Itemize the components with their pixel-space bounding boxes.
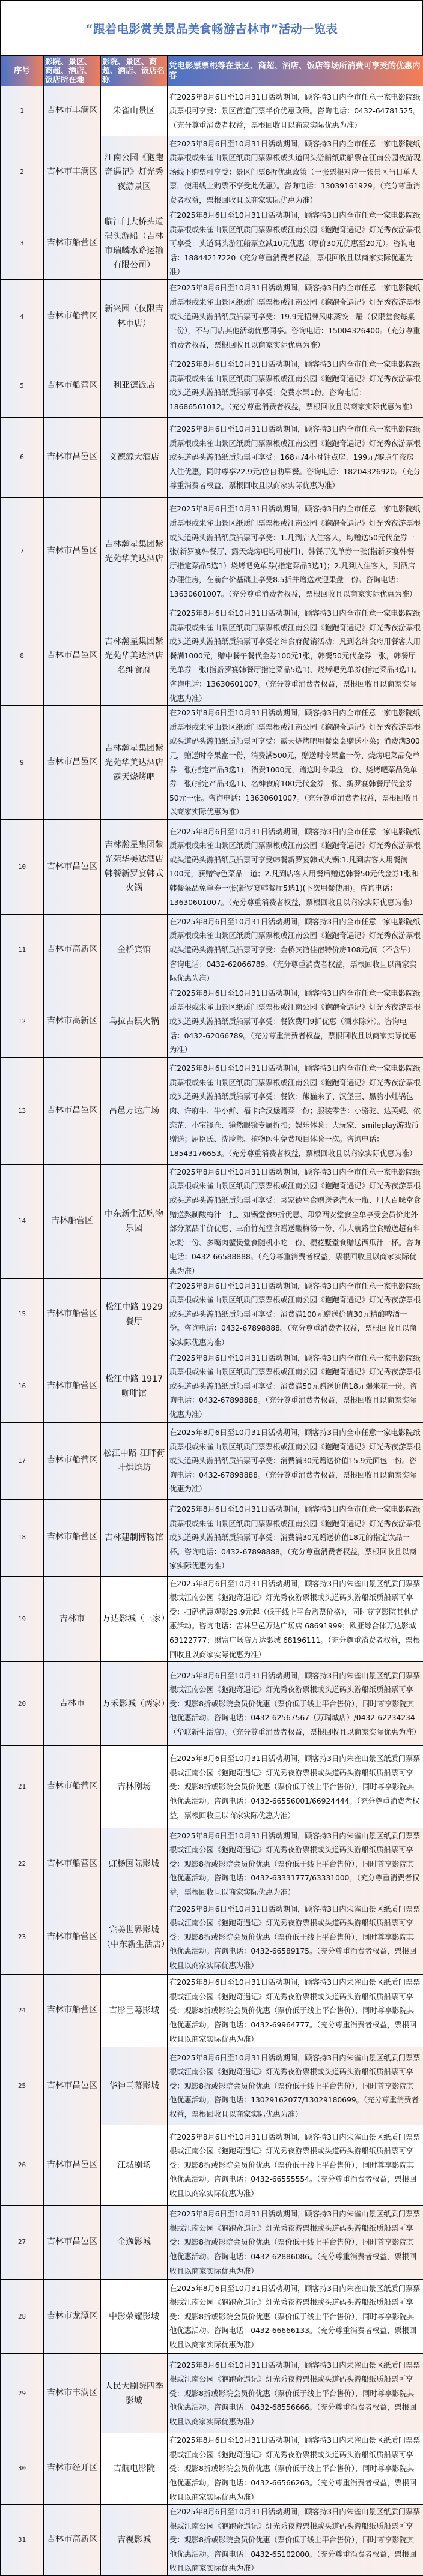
row-content: 在2025年8月6日至10月31日活动期间，顾客持3日内全市任意一家电影院纸质票根或朱雀山景区纸质门票票根或江南公园《狍跑奇遇记》灯光秀夜游票根或头道码头游船纸质船票可享受：露天烧烤吧用餐桌桌赠送小菜；消费满300元，赠送时令果盒一份，消费满500元，赠送时令果盒一份、烧烤吧菜品免单券一张(指定产品3选1)，消费1000元，赠送时令果盒一份、烧烤吧菜品免单券一张(指定产品3选1)、名绅食府100元代金券一张、新罗宴韩餐厅代金券50元一张。咨询电话：13630601007。（充分尊重消费者权益，票根回收且以商家实际优惠为准）: [168, 706, 423, 820]
row-content: 在2025年8月6日至10月31日活动期间，顾客持3日内全市任意一家电影院纸质票根或朱雀山景区纸质门票票根或江南公园《狍跑奇遇记》灯光秀夜游票根或头道码头游船纸质船票可享受：金桥宾馆住宿特价房108元/间（不含早）咨询电话：0432-62066789。（充分尊重消费者权益，票根回收且以商家实际优惠为准）: [168, 914, 423, 986]
row-content: 在2025年8月6日至10月31日活动期间，顾客持3日内全市任意一家电影院纸质票根或朱雀山景区纸质门票票根或江南公园《狍跑奇遇记》灯光秀夜游票根或头道码头游船纸质船票可享受：168元/4小时钟点房、199元/零点午夜房入住优惠，同时尊享22.9元/位自助早餐。咨询电话：18204326920。（充分尊重消费者权益，票根回收且以商家实际优惠为准）: [168, 417, 423, 497]
row-seq: 15: [1, 1278, 44, 1350]
row-name: 吉林瀚星集团紫光苑华美达酒店名绅食府: [101, 606, 168, 705]
row-seq: 2: [1, 136, 44, 208]
activity-table: [0, 55, 423, 2576]
row-seq: 30: [1, 2433, 44, 2505]
row-seq: 12: [1, 986, 44, 1057]
row-content: 在2025年8月6日至10月31日活动期间，顾客持3日内全市任意一家电影院纸质票根或朱雀山景区纸质门票票根或江南公园《狍跑奇遇记》灯光秀夜游票根或头道码头游船纸质船票可享受韩餐新罗宴韩式火锅:1.凡到店客人用餐满100元，获赠特色菜品一道；2.凡到店客人用餐后赠送韩餐50元代金券1张和韩餐菜品免单券一张(新罗宴韩餐厅5选1)(下次用餐使用)。咨询电话：13630601007。（充分尊重消费者权益，票根回收且以商家实际优惠为准）: [168, 819, 423, 914]
row-content: 在2025年8月6日至10月31日活动期间，顾客持3日内全市任意一家电影院纸质票根或朱雀山景区纸质门票票根或江南公园《狍跑奇遇记》灯光秀夜游票根或头道码头游船纸质船票可享受：餐饮：熊猫来了、汉堡王、黑豹小灶锅包肉、许府牛、牛小鲜、福卡洽汉堡赠菜一份；服装零售：小骆驼、达芙妮、依恋芷、小宝镜仓、镜然眼镜专属折扣；娱乐体验：大玩家、smileplay游戏币赠送；屈臣氏、洗脸熊、植物医生免费项目体验一次。咨询电话：18543176653。（充分尊重消费者权益，票根回收且以商家实际优惠为准）: [168, 1057, 423, 1164]
table-row: [1, 606, 423, 705]
table-row: [1, 354, 423, 417]
row-name: 朱雀山景区: [101, 86, 168, 136]
row-name: 吉航电影院: [101, 2433, 168, 2505]
row-seq: 8: [1, 606, 44, 705]
row-seq: 16: [1, 1350, 44, 1422]
row-location: 吉林市昌邑区: [44, 1057, 101, 1164]
table-row: [1, 986, 423, 1057]
table-row: [1, 2354, 423, 2433]
table-row: [1, 2047, 423, 2125]
row-location: 吉林市高新区: [44, 914, 101, 986]
row-name: 完美世界影城（中东新生活店）: [101, 1900, 168, 1975]
row-location: 吉林市昌邑区: [44, 2206, 101, 2280]
row-content: 在2025年8月6日至10月31日活动期间，顾客持3日内全市任意一家电影院纸质票根或朱雀山景区纸质门票票根或江南公园《狍跑奇遇记》灯光秀夜游票根或头道码头游船纸质船票可享受：免费水果1份。咨询电话：18686561012。（充分尊重消费者权益，票根回收且以商家实际优惠为准）: [168, 354, 423, 417]
table-row: [1, 1576, 423, 1662]
row-content: 在2025年8月6日至10月31日活动期间，顾客持3日内朱雀山景区纸质门票票根或江南公园《狍跑奇遇记》灯光秀夜游票根或头道码头游船纸质船票可享受：观影8折或影院会员价优惠（票价低于线上平台售价），同时尊享影院其他优惠活动。咨询电话：0432-66566263。（充分尊重消费者权益，票根回收且以商家实际优惠为准）: [168, 2433, 423, 2505]
row-location: 吉林市高新区: [44, 2505, 101, 2576]
table-header-row: [1, 56, 423, 86]
row-content: 在2025年8月6日至10月31日活动期间，顾客持3日内朱雀山景区纸质门票票根或江南公园《狍跑奇遇记》灯光秀夜游票根或头道码头游船纸质船票可享受：观影8折或影院会员价优惠（票价低于线上平台售价），同时尊享影院其他优惠活动。咨询电话：0432-68556666。（充分尊重消费者权益，票根回收且以商家实际优惠为准）: [168, 2354, 423, 2433]
column-header-location: 影院、景区、商超、酒店、饭店所在地: [44, 56, 101, 86]
row-content: 在2025年8月6日至10月31日活动期间，顾客持3日内朱雀山景区纸质门票票根或江南公园《狍跑奇遇记》灯光秀夜游票根或头道码头游船纸质船票可享受：观影8折或影院会员价优惠（票价低于线上平台售价），同时尊享影院其他优惠活动。咨询电话：0432-69964777。（充分尊重消费者权益，票根回收且以商家实际优惠为准）: [168, 1975, 423, 2047]
table-row: [1, 417, 423, 497]
row-name: 昌邑万达广场: [101, 1057, 168, 1164]
row-name: 松江中路 江畔荷叶烘焙坊: [101, 1422, 168, 1499]
row-content: 在2025年8月6日至10月31日活动期间，顾客持3日内朱雀山景区纸质门票票根或江南公园《狍跑奇遇记》灯光秀夜游票根或头道码头游船纸质船票可享受：观影8折或影院会员价优惠（票价低于线上平台售价），同时尊享影院其他优惠活动。咨询电话：13029162077/13029180699。（充分尊重消费者权益，票根回收且以商家实际优惠为准）: [168, 2047, 423, 2125]
table-row: [1, 819, 423, 914]
row-seq: 28: [1, 2280, 44, 2354]
row-seq: 13: [1, 1057, 44, 1164]
table-row: [1, 1975, 423, 2047]
row-name: 吉影巨幕影城: [101, 1975, 168, 2047]
table-row: [1, 1057, 423, 1164]
row-location: 吉林市昌邑区: [44, 819, 101, 914]
row-content: 在2025年8月6日至10月31日活动期间，顾客持3日内朱雀山景区纸质门票票根或江南公园《狍跑奇遇记》灯光秀夜游票根或头道码头游船纸质船票可享受：观影8折或影院会员价优惠（票价低于线上平台售价），同时尊享影院其他优惠活动。咨询电话：0432-63331777/63331000。（充分尊重消费者权益，票根回收且以商家实际优惠为准）: [168, 1828, 423, 1900]
row-seq: 6: [1, 417, 44, 497]
column-header-name: 影院、景区、商超、酒店、饭店名称: [101, 56, 168, 86]
table-row: [1, 1278, 423, 1350]
row-location: 吉林市船营区: [44, 1746, 101, 1828]
row-content: 在2025年8月6日至10月31日活动期间，顾客持3日内全市任意一家电影院纸质票根或朱雀山景区纸质门票票根或江南公园《狍跑奇遇记》灯光秀夜游票根或头道码头游船纸质船票可享受：19.9元招牌风味蒸饺一屉（仅限堂食每桌一份），不与门店其他活动优惠同享。咨询电话：15004326400。（充分尊重消费者权益，票根回收且以商家实际优惠为准）: [168, 279, 423, 354]
row-location: 吉林市船营区: [44, 1975, 101, 2047]
table-row: [1, 497, 423, 606]
row-content: 在2025年8月6日至10月31日活动期间，顾客持3日内朱雀山景区纸质门票票根或江南公园《狍跑奇遇记》灯光秀夜游票根或头道码头游船纸质船票可享受：观影8折或影院会员价优惠（票价低于线上平台售价），同时尊享影院其他优惠活动。咨询电话：0432-66555554。（充分尊重消费者权益，票根回收且以商家实际优惠为准）: [168, 2125, 423, 2206]
row-location: 吉林市船营区: [44, 1350, 101, 1422]
row-seq: 19: [1, 1576, 44, 1662]
row-content: 在2025年8月6日至10月31日活动期间，顾客持3日内朱雀山景区纸质门票票根或江南公园《狍跑奇遇记》灯光秀夜游票根或头道码头游船纸质船票可享受：观影8折或影院会员价优惠（票价低于线上平台售价），同时尊享影院其他优惠活动。咨询电话：0432-66666133。（充分尊重消费者权益，票根回收且以商家实际优惠为准）: [168, 2280, 423, 2354]
row-location: 吉林市昌邑区: [44, 706, 101, 820]
row-name: 义德源大酒店: [101, 417, 168, 497]
row-location: 吉林市丰满区: [44, 2354, 101, 2433]
row-seq: 5: [1, 354, 44, 417]
row-location: 吉林市昌邑区: [44, 417, 101, 497]
row-name: 中影荣耀影城: [101, 2280, 168, 2354]
row-name: 万禾影城（两家）: [101, 1662, 168, 1746]
column-header-seq: 序号: [1, 56, 44, 86]
row-name: 金桥宾馆: [101, 914, 168, 986]
table-row: [1, 1350, 423, 1422]
row-content: 在2025年8月6日至10月31日活动期间，顾客持3日内朱雀山景区纸质门票票根或江南公园《狍跑奇遇记》灯光秀夜游票根或头道码头游船纸质船票可享受：观影8折或影院会员价优惠（票价低于线上平台售价），同时尊享影院其他优惠活动。咨询电话：0432-66556001/66924444。（充分尊重消费者权益，票根回收且以商家实际优惠为准）: [168, 1746, 423, 1828]
row-seq: 26: [1, 2125, 44, 2206]
table-row: [1, 208, 423, 280]
row-location: 吉林市昌邑区: [44, 606, 101, 705]
row-seq: 29: [1, 2354, 44, 2433]
row-name: 万达影城（三家）: [101, 1576, 168, 1662]
table-row: [1, 2125, 423, 2206]
table-row: [1, 914, 423, 986]
row-name: 乌拉古镇火锅: [101, 986, 168, 1057]
row-location: 吉林市船营区: [44, 1900, 101, 1975]
row-content: 在2025年8月6日至10月31日活动期间，顾客持3日内全市任意一家电影院纸质票根或朱雀山景区纸质门票票根或江南公园《狍跑奇遇记》灯光秀夜游票根或头道码头游船纸质船票可享受：消费满100元赠送价值30元精酿啤酒一份。咨询电话：0432-67898888。（充分尊重消费者权益，票根回收且以商家实际优惠为准）: [168, 1278, 423, 1350]
row-content: 在2025年8月6日至10月31日活动期间，顾客持3日内全市任意一家电影院纸质票根或朱雀山景区纸质门票票根或江南公园《狍跑奇遇记》灯光秀夜游票根可享受：头道码头游江船票立减10元优惠（原价30元优惠至20元）。咨询电话：18844217220（充分尊重消费者权益，票根回收且以商家实际优惠为准）: [168, 208, 423, 280]
row-location: 吉林市船营区: [44, 354, 101, 417]
row-name: 松江中路 1917 咖啡馆: [101, 1350, 168, 1422]
row-name: 虹杨国际影城: [101, 1828, 168, 1900]
row-name: 吉林瀚星集团紫光苑华美达酒店: [101, 497, 168, 606]
row-location: 吉林市昌邑区: [44, 2125, 101, 2206]
table-row: [1, 1828, 423, 1900]
table-row: [1, 706, 423, 820]
table-row: [1, 1900, 423, 1975]
table-row: [1, 1164, 423, 1278]
table-row: [1, 136, 423, 208]
row-content: 在2025年8月6日至10月31日活动期间，顾客持3日内全市任意一家电影院纸质票根或朱雀山景区纸质门票票根或江南公园《狍跑奇遇记》灯光秀夜游票根或头道码头游船纸质船票可享受：消费满50元赠送价值18元爆米花一份。咨询电话：0432-67898888。（充分尊重消费者权益，票根回收且以商家实际优惠为准）: [168, 1350, 423, 1422]
row-location: 吉林市丰满区: [44, 136, 101, 208]
row-name: 金逸影城: [101, 2206, 168, 2280]
row-seq: 23: [1, 1900, 44, 1975]
table-row: [1, 2206, 423, 2280]
row-location: 吉林市船营区: [44, 279, 101, 354]
row-content: 在2025年8月6日至10月31日活动期间，顾客持3日内朱雀山景区纸质门票票根或江南公园《狍跑奇遇记》灯光秀夜游票根或头道码头游船纸质船票可享受：观影8折或影院会员价优惠（票价低于线上平台售价），同时尊享影院其他优惠活动。咨询电话：0432-65102000。（充分尊重消费者权益，票根回收且以商家实际优惠为准）: [168, 2505, 423, 2576]
row-seq: 10: [1, 819, 44, 914]
table-row: [1, 1662, 423, 1746]
row-seq: 1: [1, 86, 44, 136]
row-content: 在2025年8月6日至10月31日活动期间，顾客持3日内朱雀山景区纸质门票票根或江南公园《狍跑奇遇记》灯光秀夜游票根或头道码头游船纸质船票可享受：观影8折或影院会员价优惠（票价低于线上平台售价），同时尊享影院其他优惠活动。咨询电话：0432-62567567（万瑞城店）/0432-62234234（华联新生活店）。（充分尊重消费者权益，票根回收且以商家实际优惠为准）: [168, 1662, 423, 1746]
row-content: 在2025年8月6日至10月31日活动期间，顾客持3日内朱雀山景区纸质门票票根或江南公园《狍跑奇遇记》灯光秀夜游票根或头道码头游船纸质船票可享受：观影8折或影院会员价优惠（票价低于线上平台售价），同时尊享影院其他优惠活动。咨询电话：0432-66589175。（充分尊重消费者权益，票根回收且以商家实际优惠为准）: [168, 1900, 423, 1975]
row-content: 在2025年8月6日至10月31日活动期间，顾客持3日内全市任意一家电影院纸质票根或朱雀山景区纸质门票票根或江南公园《狍跑奇遇记》灯光秀夜游票根或头道码头游船纸质船票可享受名绅食府促销活动：凡到名绅食府用餐客人用餐满1000元，赠中餐午餐代金券100元1张，韩餐50元代金券一张，韩餐厅免单券一张(指新罗宴韩餐厅指定菜品5选1)、烧烤吧免单券(指定菜品3选1)。咨询电话：13630601007。（充分尊重消费者权益，票根回收且以商家实际优惠为准）: [168, 606, 423, 705]
table-row: [1, 2505, 423, 2576]
row-location: 吉林市高新区: [44, 986, 101, 1057]
row-name: 新兴园（仅限吉林市店）: [101, 279, 168, 354]
row-seq: 25: [1, 2047, 44, 2125]
row-location: 吉林市昌邑区: [44, 497, 101, 606]
row-name: 江城剧场: [101, 2125, 168, 2206]
row-name: 中东新生活购物乐园: [101, 1164, 168, 1278]
row-name: 吉林剧场: [101, 1746, 168, 1828]
row-name: 人民大剧院四季影城: [101, 2354, 168, 2433]
table-row: [1, 2280, 423, 2354]
row-content: 在2025年8月6日至10月31日活动期间，顾客持3日内朱雀山景区纸质门票票根或江南公园《狍跑奇遇记》灯光秀夜游票根或头道码头游船纸质船票可享受：扫码优惠观影29.9元起（低于线上平台购票价格），同时尊享影院其他优惠活动。咨询电话：吉林昌邑万达广场店 68691999；欧亚综合体万达影城 63122777；财富广场店万达影城 68196111。（充分尊重消费者权益，票根回收且以商家实际优惠为准）: [168, 1576, 423, 1662]
row-content: 在2025年8月6日至10月31日活动期间，顾客持3日内全市任意一家电影院纸质票根或朱雀山景区纸质门票票根或江南公园《狍跑奇遇记》灯光秀夜游票根或头道码头游船纸质船票可享受：消费满30元赠送价值18元的指定饮品一杯。咨询电话：0432-67898888。（充分尊重消费者权益，票根回收且以商家实际优惠为准）: [168, 1499, 423, 1576]
row-location: 吉林船营区: [44, 1164, 101, 1278]
table-row: [1, 1422, 423, 1499]
row-content: 在2025年8月6日至10月31日活动期间，顾客持3日内全市任意一家电影院纸质票根或朱雀山景区纸质门票票根或江南公园《狍跑奇遇记》灯光秀夜游票根或头道码头游船纸质船票可享受：餐饮费用9折优惠（酒水除外）。咨询电话：0432-62066789。（充分尊重消费者权益，票根回收且以商家实际优惠为准）: [168, 986, 423, 1057]
row-location: 吉林市船营区: [44, 1422, 101, 1499]
row-seq: 22: [1, 1828, 44, 1900]
table-row: [1, 279, 423, 354]
row-location: 吉林市船营区: [44, 1278, 101, 1350]
row-name: 松江中路 1929 餐厅: [101, 1278, 168, 1350]
table-row: [1, 1746, 423, 1828]
row-name: 吉林建制博物馆: [101, 1499, 168, 1576]
row-seq: 27: [1, 2206, 44, 2280]
row-location: 吉林市船营区: [44, 1828, 101, 1900]
row-seq: 9: [1, 706, 44, 820]
row-seq: 31: [1, 2505, 44, 2576]
row-location: 吉林市: [44, 1662, 101, 1746]
row-location: 吉林市丰满区: [44, 86, 101, 136]
row-name: 吉视影城: [101, 2505, 168, 2576]
row-content: 在2025年8月6日至10月31日活动期间，顾客持3日内全市任意一家电影院纸质票根或朱雀山景区纸质门票票根或头道码头游船纸质船票在江南公园夜游现场线下购票可享受：景区门票8折优惠政策（一张票根对应一张景区当日单人票，使用线上购票不享受此优惠）。咨询电话：13039161929。（充分尊重消费者权益，票根回收且以商家实际优惠为准）: [168, 136, 423, 208]
table-row: [1, 1499, 423, 1576]
row-location: 吉林市经开区: [44, 2433, 101, 2505]
row-seq: 14: [1, 1164, 44, 1278]
row-seq: 21: [1, 1746, 44, 1828]
page-title: “跟着电影赏美景品美食畅游吉林市”活动一览表: [85, 20, 338, 37]
row-seq: 24: [1, 1975, 44, 2047]
row-content: 在2025年8月6日至10月31日活动期间，顾客持3日内全市任意一家电影院纸质票根或朱雀山景区纸质门票票根或江南公园《狍跑奇遇记》灯光秀夜游票根或头道码头游船纸质船票可享受：喜家德堂食赠送老汽水一瓶、川人百味堂食赠送熬制酸梅汁一扎、如锅堂食9折优惠、印象西安堂食全单享受会员价此外部分菜品半价优惠、三俞竹苑堂食赠送酸梅汤一份、伟大航路堂食赠送超有料冰粉一份、多嘴肉蟹煲堂食随机小吃一份、樱花墅堂食赠送西瓜汁一杯。咨询电话：0432-66588888。（充分尊重消费者权益，票根回收且以商家实际优惠为准）: [168, 1164, 423, 1278]
row-name: 利亚德饭店: [101, 354, 168, 417]
title-area: [0, 0, 423, 56]
row-content: 在2025年8月6日至10月31日活动期间，顾客持3日内朱雀山景区纸质门票票根或江南公园《狍跑奇遇记》灯光秀夜游票根或头道码头游船纸质船票可享受：观影8折或影院会员价优惠（票价低于线上平台售价），同时尊享影院其他优惠活动。咨询电话：0432-62886086。（充分尊重消费者权益，票根回收且以商家实际优惠为准）: [168, 2206, 423, 2280]
row-seq: 4: [1, 279, 44, 354]
row-content: 在2025年8月6日至10月31日活动期间，顾客持3日内全市任意一家电影院纸质票根或朱雀山景区纸质门票票根或江南公园《狍跑奇遇记》灯光秀夜游票根或头道码头游船纸质船票可享受：1.凡到店入住客人，均赠送50元代金券一张(新罗宴韩餐厅、露天烧烤吧均可使用)、韩餐厅免单券一张(指新罗宴韩餐厅指定菜品5选1）烧烤吧免单券(指定菜品3选1)；2.凡到入住客人，到酒店办理住房，在前台价基础上享受8.5折并赠送欢迎果盘一份。咨询电话：13630601007。（充分尊重消费者权益，票根回收且以商家实际优惠为准）: [168, 497, 423, 606]
row-content: 在2025年8月6日至10月31日活动期间，顾客持3日内全市任意一家电影院纸质票根可享受：景区首道门票半价优惠政策。咨询电话：0432-64781525。（充分尊重消费者权益，票根回收且以商家实际优惠为准）: [168, 86, 423, 136]
row-name: 华神巨幕影城: [101, 2047, 168, 2125]
row-seq: 17: [1, 1422, 44, 1499]
row-location: 吉林市龙潭区: [44, 2280, 101, 2354]
row-location: 吉林市船营区: [44, 208, 101, 280]
row-name: 临江门大桥头道码头游船（吉林市瑞麟水路运输有限公司）: [101, 208, 168, 280]
column-header-content: 凭电影票票根等在景区、商超、酒店、饭店等场所消费可享受的优惠内容: [168, 56, 423, 86]
row-location: 吉林市昌邑区: [44, 2047, 101, 2125]
row-location: 吉林市: [44, 1576, 101, 1662]
row-name: 吉林瀚星集团紫光苑华美达酒店露天烧烤吧: [101, 706, 168, 820]
row-seq: 3: [1, 208, 44, 280]
row-seq: 7: [1, 497, 44, 606]
row-name: 吉林瀚星集团紫光苑华美达酒店韩餐新罗宴韩式火锅: [101, 819, 168, 914]
row-seq: 11: [1, 914, 44, 986]
table-row: [1, 86, 423, 136]
row-location: 吉林市船营区: [44, 1499, 101, 1576]
row-seq: 20: [1, 1662, 44, 1746]
table-row: [1, 2433, 423, 2505]
row-content: 在2025年8月6日至10月31日活动期间，顾客持3日内全市任意一家电影院纸质票根或朱雀山景区纸质门票票根或江南公园《狍跑奇遇记》灯光秀夜游票根或头道码头游船纸质船票可享受：消费满30元赠送价值15.9元面包一份。咨询电话：0432-67898888。（充分尊重消费者权益，票根回收且以商家实际优惠为准）: [168, 1422, 423, 1499]
table-body: [1, 86, 423, 2576]
row-name: 江南公园《狍跑奇遇记》灯光秀夜游景区: [101, 136, 168, 208]
row-seq: 18: [1, 1499, 44, 1576]
